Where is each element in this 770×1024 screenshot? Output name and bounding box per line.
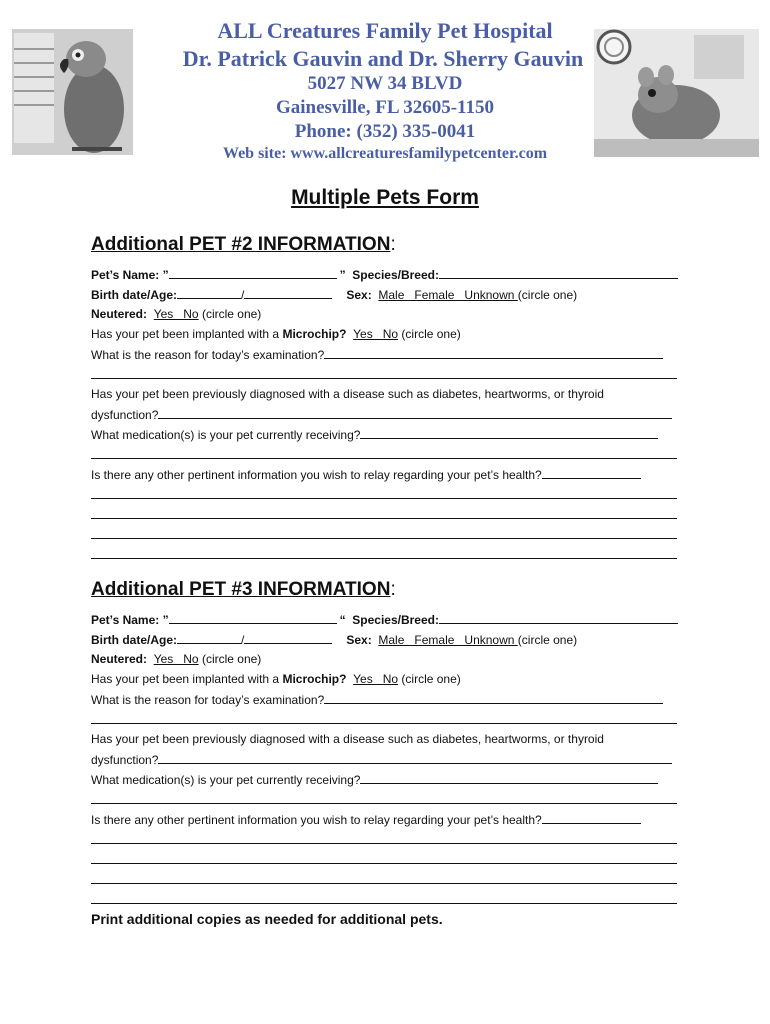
pet3-microchip-word: Microchip? [282, 672, 347, 686]
pet3-species-field[interactable] [439, 612, 678, 624]
pet2-other-line-3[interactable] [91, 518, 677, 519]
pet3-medication-field[interactable] [360, 772, 658, 784]
pet2-dysfunction-row [91, 407, 672, 423]
pet2-birth-field-1[interactable] [177, 287, 241, 299]
pet2-exam-row [91, 347, 663, 363]
pet3-other-line-3[interactable] [91, 863, 677, 864]
pet3-disease-row [91, 732, 604, 747]
pet3-name-row [91, 612, 678, 628]
pet2-microchip-question: Has your pet been implanted with a [91, 327, 283, 341]
pet3-sex-label: Sex: [346, 633, 372, 647]
pet2-sex-options[interactable]: Male Female Unknown [378, 288, 518, 302]
pet2-name-row [91, 267, 678, 283]
form-title: Multiple Pets Form [291, 186, 479, 209]
pet3-name-close-quote: “ [339, 613, 346, 627]
pet3-exam-line-2[interactable] [91, 723, 677, 724]
pet2-species-label: Species/Breed: [352, 268, 439, 282]
pet2-species-field[interactable] [439, 267, 678, 279]
pet2-name-close-quote: ” [339, 268, 346, 282]
pet2-heading-text: Additional PET #2 INFORMATION [91, 234, 391, 255]
pet2-microchip-circle-one: (circle one) [401, 327, 461, 341]
pet2-microchip-options[interactable]: Yes No [353, 327, 399, 341]
pet3-dysfunction-label: dysfunction? [91, 753, 159, 767]
pet2-other-line-4[interactable] [91, 538, 677, 539]
pet2-heading: Additional PET #2 INFORMATION: [91, 234, 396, 255]
pet3-heading: Additional PET #3 INFORMATION: [91, 579, 396, 600]
pet3-species-label: Species/Breed: [352, 613, 439, 627]
pet3-exam-question: What is the reason for today’s examination? [91, 693, 325, 707]
street-address: 5027 NW 34 BLVD [307, 73, 463, 94]
pet2-neutered-circle-one: (circle one) [201, 307, 262, 321]
pet3-birth-field-1[interactable] [177, 632, 241, 644]
pet3-name-field[interactable] [169, 612, 337, 624]
pet2-disease-question: Has your pet been previously diagnosed with a disease such as diabetes, heartworms, or thyroid [91, 387, 604, 401]
pet2-microchip-row [91, 327, 461, 342]
pet3-other-line-4[interactable] [91, 883, 677, 884]
phone-number: Phone: (352) 335-0041 [294, 121, 476, 142]
pet3-neutered-row [91, 652, 261, 667]
pet3-other-line-2[interactable] [91, 843, 677, 844]
doctor-names: Dr. Patrick Gauvin and Dr. Sherry Gauvin [182, 46, 584, 71]
website: Web site: www.allcreaturesfamilypetcenter.com [222, 145, 548, 162]
pet2-disease-row [91, 387, 604, 402]
pet2-medication-row [91, 427, 658, 443]
pet2-dysfunction-label: dysfunction? [91, 408, 159, 422]
pet3-neutered-circle-one: (circle one) [201, 652, 262, 666]
pet2-birth-field-2[interactable] [244, 287, 332, 299]
pet2-name-label: Pet’s Name: ” [91, 268, 169, 282]
pet2-medication-question: What medication(s) is your pet currently receiving? [91, 428, 361, 442]
pet3-birth-row [91, 632, 577, 648]
pet2-exam-field[interactable] [324, 347, 663, 359]
pet3-sex-options[interactable]: Male Female Unknown [378, 633, 518, 647]
pet3-other-field[interactable] [542, 812, 641, 824]
pet3-medication-question: What medication(s) is your pet currently receiving? [91, 773, 361, 787]
pet3-microchip-circle-one: (circle one) [401, 672, 461, 686]
pet3-other-row [91, 812, 641, 828]
pet3-microchip-options[interactable]: Yes No [353, 672, 399, 686]
pet2-neutered-label: Neutered: [91, 307, 148, 321]
pet2-microchip-word: Microchip? [282, 327, 347, 341]
pet2-birth-row [91, 287, 577, 303]
pet2-neutered-row [91, 307, 261, 322]
pet2-sex-label: Sex: [346, 288, 372, 302]
pet2-exam-line-2[interactable] [91, 378, 677, 379]
pet3-heading-text: Additional PET #3 INFORMATION [91, 579, 391, 600]
pet3-medication-row [91, 772, 658, 788]
footer-note: Print additional copies as needed for additional pets. [91, 911, 443, 927]
pet3-dysfunction-row [91, 752, 672, 768]
pet2-name-field[interactable] [169, 267, 337, 279]
pet3-disease-question: Has your pet been previously diagnosed with a disease such as diabetes, heartworms, or thyroid [91, 732, 604, 746]
pet3-disease-field[interactable] [158, 752, 672, 764]
pet3-microchip-row [91, 672, 461, 687]
pet3-birth-label: Birth date/Age: [91, 633, 178, 647]
pet3-medication-line-2[interactable] [91, 803, 677, 804]
pet2-neutered-options[interactable]: Yes No [153, 307, 199, 321]
pet3-birth-field-2[interactable] [244, 632, 332, 644]
pet2-other-line-5[interactable] [91, 558, 677, 559]
pet2-birth-slash: / [241, 288, 245, 302]
pet3-sex-circle-one: (circle one) [517, 633, 578, 647]
pet2-other-line-2[interactable] [91, 498, 677, 499]
pet2-other-row [91, 467, 641, 483]
pet3-neutered-label: Neutered: [91, 652, 148, 666]
pet2-other-field[interactable] [542, 467, 641, 479]
pet3-birth-slash: / [241, 633, 245, 647]
pet2-sex-circle-one: (circle one) [517, 288, 578, 302]
pet2-medication-field[interactable] [360, 427, 658, 439]
pet2-exam-question: What is the reason for today’s examination? [91, 348, 325, 362]
city-state-zip: Gainesville, FL 32605-1150 [276, 97, 494, 118]
pet3-name-label: Pet’s Name: ” [91, 613, 169, 627]
pet3-other-question: Is there any other pertinent information you wish to relay regarding your pet’s health? [91, 813, 542, 827]
pet3-exam-row [91, 692, 663, 708]
pet3-microchip-question: Has your pet been implanted with a [91, 672, 283, 686]
pet2-birth-label: Birth date/Age: [91, 288, 178, 302]
pet2-medication-line-2[interactable] [91, 458, 677, 459]
pet3-neutered-options[interactable]: Yes No [153, 652, 199, 666]
pet3-other-line-5[interactable] [91, 903, 677, 904]
pet3-exam-field[interactable] [324, 692, 663, 704]
hospital-name: ALL Creatures Family Pet Hospital [217, 18, 553, 43]
pet2-other-question: Is there any other pertinent information you wish to relay regarding your pet’s health? [91, 468, 542, 482]
pet2-disease-field[interactable] [158, 407, 672, 419]
